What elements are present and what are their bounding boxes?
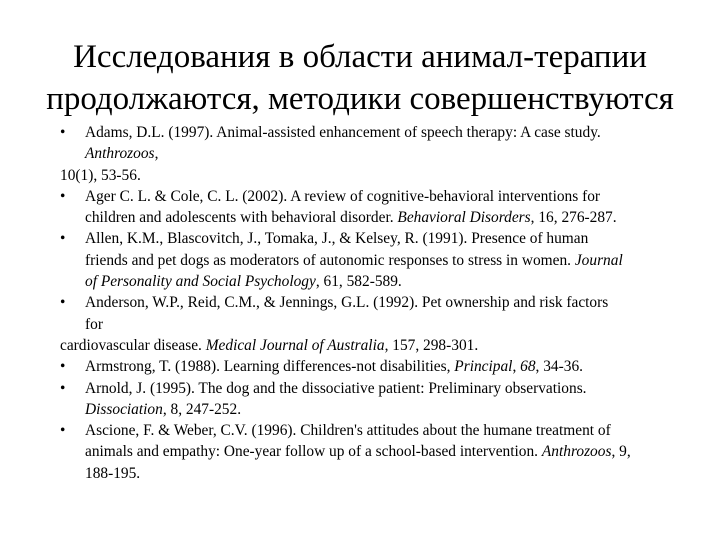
reference-text: Armstrong, T. (1988). Learning differences-not disabilities, Principal, 68, 34-36. bbox=[85, 358, 583, 376]
reference-text: Anderson, W.P., Reid, C.M., & Jennings, G.L. (1992). Pet ownership and risk factors bbox=[85, 294, 609, 312]
reference-ascione-1996 bbox=[60, 420, 718, 484]
journal-title: Principal bbox=[454, 358, 513, 376]
bullet-icon: • bbox=[60, 358, 66, 376]
reference-text: Ager C. L. & Cole, C. L. (2002). A review of cognitive-behavioral interventions for bbox=[85, 187, 601, 205]
reference-source: cardiovascular disease. Medical Journal of Australia, 157, 298-301. bbox=[60, 336, 479, 354]
reference-list bbox=[60, 122, 718, 484]
journal-title: Anthrozoos bbox=[85, 145, 155, 163]
bullet-icon: • bbox=[60, 124, 66, 141]
reference-adams-1997 bbox=[60, 122, 718, 186]
reference-source: children and adolescents with behavioral disorder. Behavioral Disorders, 16, 276-287. bbox=[85, 209, 617, 227]
journal-title: Behavioral Disorders bbox=[397, 209, 531, 227]
title-line-2: продолжаются, методики совершенствуются bbox=[46, 81, 674, 117]
reference-ager-2002 bbox=[60, 186, 718, 229]
reference-anderson-1992 bbox=[60, 292, 718, 356]
bullet-icon: • bbox=[60, 230, 66, 248]
reference-source: animals and empathy: One-year follow up of a school-based intervention. Anthrozoos, 9, bbox=[85, 443, 631, 461]
reference-text-continued: for bbox=[85, 315, 103, 333]
reference-text: Arnold, J. (1995). The dog and the dissociative patient: Preliminary observations. bbox=[85, 379, 587, 397]
reference-pages: 10(1), 53-56. bbox=[60, 166, 141, 184]
reference-source: Anthrozoos, bbox=[85, 145, 159, 163]
journal-volume: 68 bbox=[520, 358, 536, 376]
bullet-icon: • bbox=[60, 422, 66, 440]
reference-text: Allen, K.M., Blascovitch, J., Tomaka, J., & Kelsey, R. (1991). Presence of human bbox=[85, 230, 589, 248]
reference-allen-1991 bbox=[60, 228, 718, 292]
title-line-1: Исследования в области анимал-терапии bbox=[73, 39, 647, 75]
bullet-icon: • bbox=[60, 379, 66, 397]
reference-arnold-1995 bbox=[60, 378, 718, 421]
journal-title: of Personality and Social Psychology bbox=[85, 273, 316, 291]
bullet-icon: • bbox=[60, 294, 66, 312]
journal-title: Dissociation bbox=[85, 400, 163, 418]
reference-source: of Personality and Social Psychology, 61, 582-589. bbox=[85, 273, 402, 291]
reference-text-continued: friends and pet dogs as moderators of autonomic responses to stress in women. Journal bbox=[85, 251, 623, 269]
journal-title: Journal bbox=[574, 251, 623, 269]
journal-title: Anthrozoos bbox=[541, 443, 612, 461]
reference-source: Dissociation, 8, 247-252. bbox=[85, 400, 242, 418]
reference-armstrong-1988 bbox=[60, 356, 718, 377]
journal-title: Medical Journal of Australia bbox=[205, 336, 385, 354]
reference-pages: 188-195. bbox=[85, 464, 141, 482]
reference-text: Adams, D.L. (1997). Animal-assisted enhancement of speech therapy: A case study. bbox=[85, 124, 601, 141]
bullet-icon: • bbox=[60, 187, 66, 205]
reference-text: Ascione, F. & Weber, C.V. (1996). Children's attitudes about the humane treatment of bbox=[85, 422, 611, 440]
slide-title bbox=[0, 36, 720, 120]
